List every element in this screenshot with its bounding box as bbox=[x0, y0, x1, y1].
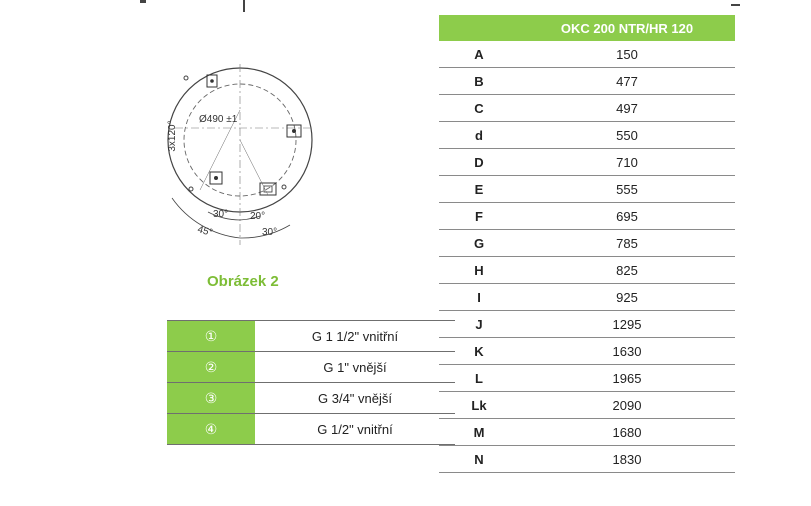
angle-label-45: 45° bbox=[196, 224, 214, 239]
figure-caption: Obrázek 2 bbox=[207, 273, 279, 290]
dimension-value: 695 bbox=[519, 203, 735, 230]
dimension-key: G bbox=[439, 230, 519, 257]
angle-label-20: 20° bbox=[250, 211, 266, 222]
dimension-key: E bbox=[439, 176, 519, 203]
dimension-key: D bbox=[439, 149, 519, 176]
top-fragment-mark bbox=[140, 0, 146, 3]
table-row bbox=[439, 230, 735, 257]
dimension-key: J bbox=[439, 311, 519, 338]
dimension-value: 1630 bbox=[519, 338, 735, 365]
angle-label-30-left: 30° bbox=[213, 209, 229, 220]
dimension-value: 925 bbox=[519, 284, 735, 311]
dimension-value: 710 bbox=[519, 149, 735, 176]
table-row bbox=[439, 122, 735, 149]
dimension-key: A bbox=[439, 41, 519, 68]
dimension-value: 1295 bbox=[519, 311, 735, 338]
dimension-key: d bbox=[439, 122, 519, 149]
connection-symbol: ④ bbox=[167, 414, 255, 445]
angle-label-30-right: 30° bbox=[262, 227, 278, 238]
dimensions-table bbox=[439, 15, 735, 473]
connection-description: G 1 1/2" vnitřní bbox=[255, 321, 455, 352]
table-row bbox=[439, 365, 735, 392]
connection-symbol: ③ bbox=[167, 383, 255, 414]
table-row bbox=[439, 311, 735, 338]
dimension-value: 497 bbox=[519, 95, 735, 122]
table-row bbox=[439, 392, 735, 419]
dimension-key: F bbox=[439, 203, 519, 230]
connection-description: G 1" vnější bbox=[255, 352, 455, 383]
dimension-value: 550 bbox=[519, 122, 735, 149]
connection-symbol: ② bbox=[167, 352, 255, 383]
table-row bbox=[439, 95, 735, 122]
connection-description: G 1/2" vnitřní bbox=[255, 414, 455, 445]
table-row bbox=[439, 176, 735, 203]
top-fragment-mark bbox=[731, 4, 740, 6]
connection-symbol: ① bbox=[167, 321, 255, 352]
dimension-key: B bbox=[439, 68, 519, 95]
top-fragment-mark bbox=[243, 0, 245, 12]
table-row bbox=[167, 321, 455, 352]
top-view-drawing bbox=[150, 50, 330, 260]
dimensions-header-model: OKC 200 NTR/HR 120 bbox=[519, 15, 735, 41]
table-row bbox=[167, 352, 455, 383]
dimension-value: 555 bbox=[519, 176, 735, 203]
dimension-key: Lk bbox=[439, 392, 519, 419]
dimension-key: N bbox=[439, 446, 519, 473]
dimension-key: C bbox=[439, 95, 519, 122]
table-row bbox=[439, 203, 735, 230]
dimension-value: 477 bbox=[519, 68, 735, 95]
table-row bbox=[167, 383, 455, 414]
table-row bbox=[439, 446, 735, 473]
diameter-label: Ø490 ±1 bbox=[199, 114, 238, 125]
dimension-value: 1965 bbox=[519, 365, 735, 392]
dimension-key: L bbox=[439, 365, 519, 392]
table-row bbox=[439, 419, 735, 446]
dimension-value: 1830 bbox=[519, 446, 735, 473]
dimension-value: 825 bbox=[519, 257, 735, 284]
table-row bbox=[439, 257, 735, 284]
dimensions-header-key bbox=[439, 15, 519, 41]
dimension-key: K bbox=[439, 338, 519, 365]
table-row bbox=[439, 149, 735, 176]
dimension-key: M bbox=[439, 419, 519, 446]
table-row bbox=[439, 284, 735, 311]
connections-table bbox=[167, 320, 455, 445]
table-row bbox=[439, 338, 735, 365]
angle-label-120: 3x120° bbox=[167, 120, 178, 152]
connection-description: G 3/4" vnější bbox=[255, 383, 455, 414]
dimension-value: 1680 bbox=[519, 419, 735, 446]
dimension-value: 2090 bbox=[519, 392, 735, 419]
table-row bbox=[439, 68, 735, 95]
dimension-key: H bbox=[439, 257, 519, 284]
table-row bbox=[167, 414, 455, 445]
dimension-value: 785 bbox=[519, 230, 735, 257]
dimension-value: 150 bbox=[519, 41, 735, 68]
table-row bbox=[439, 41, 735, 68]
dimension-key: I bbox=[439, 284, 519, 311]
